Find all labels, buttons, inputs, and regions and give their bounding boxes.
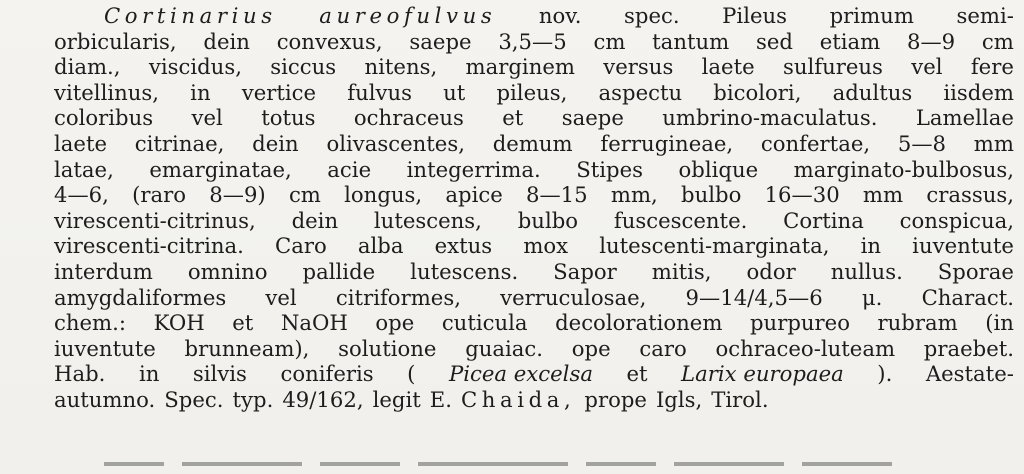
word: Aestate- [925,361,1014,387]
word: lutescens. [410,258,519,284]
text-line [54,310,1014,336]
word: in [190,79,211,105]
word: Stipes [576,156,644,182]
word: saepe [561,105,624,131]
word: ope [571,335,611,361]
word: mox [523,233,569,259]
word: integerrima. [406,156,541,182]
word: fere [970,54,1014,80]
word: versus [603,54,674,80]
word: citriformes, [335,284,461,310]
species-description-paragraph [54,3,1014,413]
text-line [54,336,1014,362]
word: vel [265,284,297,310]
word: pileus, [496,79,568,105]
word: pallide [302,258,376,284]
word: emarginatae, [149,156,292,182]
word: Igls, [655,386,703,412]
word: (raro [132,182,187,208]
word: sulfureus [782,54,883,80]
word: μ. [861,284,883,310]
text-line [54,80,1014,106]
word: ( [407,361,416,387]
word: confertae, [760,130,871,156]
word: marginato-bulbosus, [793,156,1014,182]
text-line [54,285,1014,311]
word: ope [375,310,415,336]
text-line [54,131,1014,157]
word: mm [862,182,904,208]
word: 4—6, [54,182,109,208]
taxon-name: aureofulvus [319,3,497,28]
word: nullus. [830,258,903,284]
word: citrinae, [134,130,225,156]
word: vertice [241,79,317,105]
word: apice [445,182,503,208]
word: Hab. [54,361,106,387]
word: silvis [192,361,247,387]
word: et [232,310,254,336]
species-name: Larix europaea [681,361,844,387]
word: spec. [624,3,680,28]
word: typ. [232,386,274,412]
word: demum [492,130,573,156]
word: NaOH [280,310,348,336]
word: lutescens, [373,207,482,233]
word: etiam [819,28,881,54]
word: latae, [54,156,114,182]
word: bicolori, [713,79,802,105]
word: viscidus, [148,54,242,80]
word: guaiac. [465,335,544,361]
word: nov. [538,3,582,28]
word: 5—8 [897,130,947,156]
word: brunneam), [184,335,310,361]
word: Spec. [164,386,224,412]
word: primum [829,3,914,28]
word: adultus [832,79,913,105]
word: oblique [678,156,759,182]
word: convexus, [276,28,383,54]
word: Charact. [921,284,1014,310]
word: bulbo [517,207,579,233]
word: amygdaliformes [54,284,227,310]
word: longus, [344,182,423,208]
word: lutescenti-marginata, [599,233,830,259]
word: (in [985,310,1014,336]
word: acie [327,156,372,182]
word: fulvus [347,79,412,105]
word: Sapor [553,258,617,284]
text-line [54,3,1014,29]
text-line [54,29,1014,55]
word: E. [429,386,452,412]
text-line [54,105,1014,131]
word: rubram [877,310,958,336]
word: saepe [409,28,472,54]
word: prope [584,386,647,412]
word: decolorationem [555,310,723,336]
word: et [626,361,648,387]
word: alba [357,233,404,259]
word: vitellinus, [54,79,160,105]
word: conspicua, [899,207,1014,233]
word: coloribus [54,105,154,131]
word: cuticula [441,310,528,336]
text-line [54,157,1014,183]
word: dein [252,130,299,156]
word: Lamellae [915,105,1014,131]
word: bulbo [681,182,742,208]
word: Cortina [783,207,864,233]
word: praebet. [923,335,1014,361]
word: iuventute [912,233,1014,259]
word: ut [443,79,466,105]
text-line [54,259,1014,285]
word: extus [434,233,493,259]
word: virescenti-citrina. [54,233,244,259]
word: in [860,233,882,259]
word: ferrugineae, [600,130,734,156]
word: legit [372,386,421,412]
word: mitis, [651,258,712,284]
word: nitens, [364,54,438,80]
word: sed [755,28,793,54]
word: ochraceo-luteam [715,335,896,361]
text-line [54,208,1014,234]
word: aspectu [598,79,683,105]
word: 8—15 [526,182,588,208]
word: siccus [270,54,337,80]
word: dein [203,28,250,54]
word: 16—30 [764,182,840,208]
word: omnino [187,258,268,284]
collector-name: Chaida, [460,386,576,412]
word: semi- [956,3,1014,28]
word: iuventute [54,335,156,361]
word: vel [191,105,223,131]
text-line [54,361,1014,387]
word: cm [288,182,321,208]
word: vel [911,54,943,80]
word: mm, [610,182,658,208]
word: Pileus [722,3,788,28]
word: tantum [652,28,730,54]
word: fuscescente. [613,207,748,233]
word: virescenti-citrinus, [54,207,256,233]
text-line [54,387,1014,413]
word: autumno. [54,386,156,412]
word: ). [877,361,893,387]
word: Tirol. [711,386,769,412]
word: diam., [54,54,121,80]
word: 49/162, [282,386,364,412]
word: caro [639,335,687,361]
species-name: Picea excelsa [448,361,593,387]
word: laete [54,130,107,156]
word: verruculosae, [500,284,647,310]
word: ochraceus [353,105,464,131]
word: solutione [338,335,437,361]
word: chem.: [54,310,127,336]
text-line [54,233,1014,259]
word: purpureo [749,310,850,336]
text-line [54,54,1014,80]
taxon-name: Cortinarius [104,3,277,28]
word: cm [981,28,1014,54]
word: mm [973,130,1014,156]
word: crassus, [926,182,1014,208]
word: Caro [275,233,327,259]
word: dein [291,207,339,233]
word: laete [701,54,755,80]
text-line [54,182,1014,208]
word: olivascentes, [326,130,465,156]
word: totus [261,105,316,131]
word: et [502,105,524,131]
word: KOH [153,310,205,336]
word: 9—14/4,5—6 [685,284,823,310]
word: 8—9) [209,182,266,208]
word: cm [593,28,626,54]
word: Sporae [937,258,1014,284]
word: orbicularis, [54,28,177,54]
word: 8—9 [907,28,956,54]
word: odor [746,258,796,284]
word: interdum [54,258,153,284]
word: in [138,361,160,387]
word: iisdem [943,79,1014,105]
word: 3,5—5 [498,28,567,54]
word: marginem [465,54,575,80]
cropped-next-line [104,462,1004,474]
word: umbrino-maculatus. [662,105,878,131]
word: coniferis [280,361,374,387]
